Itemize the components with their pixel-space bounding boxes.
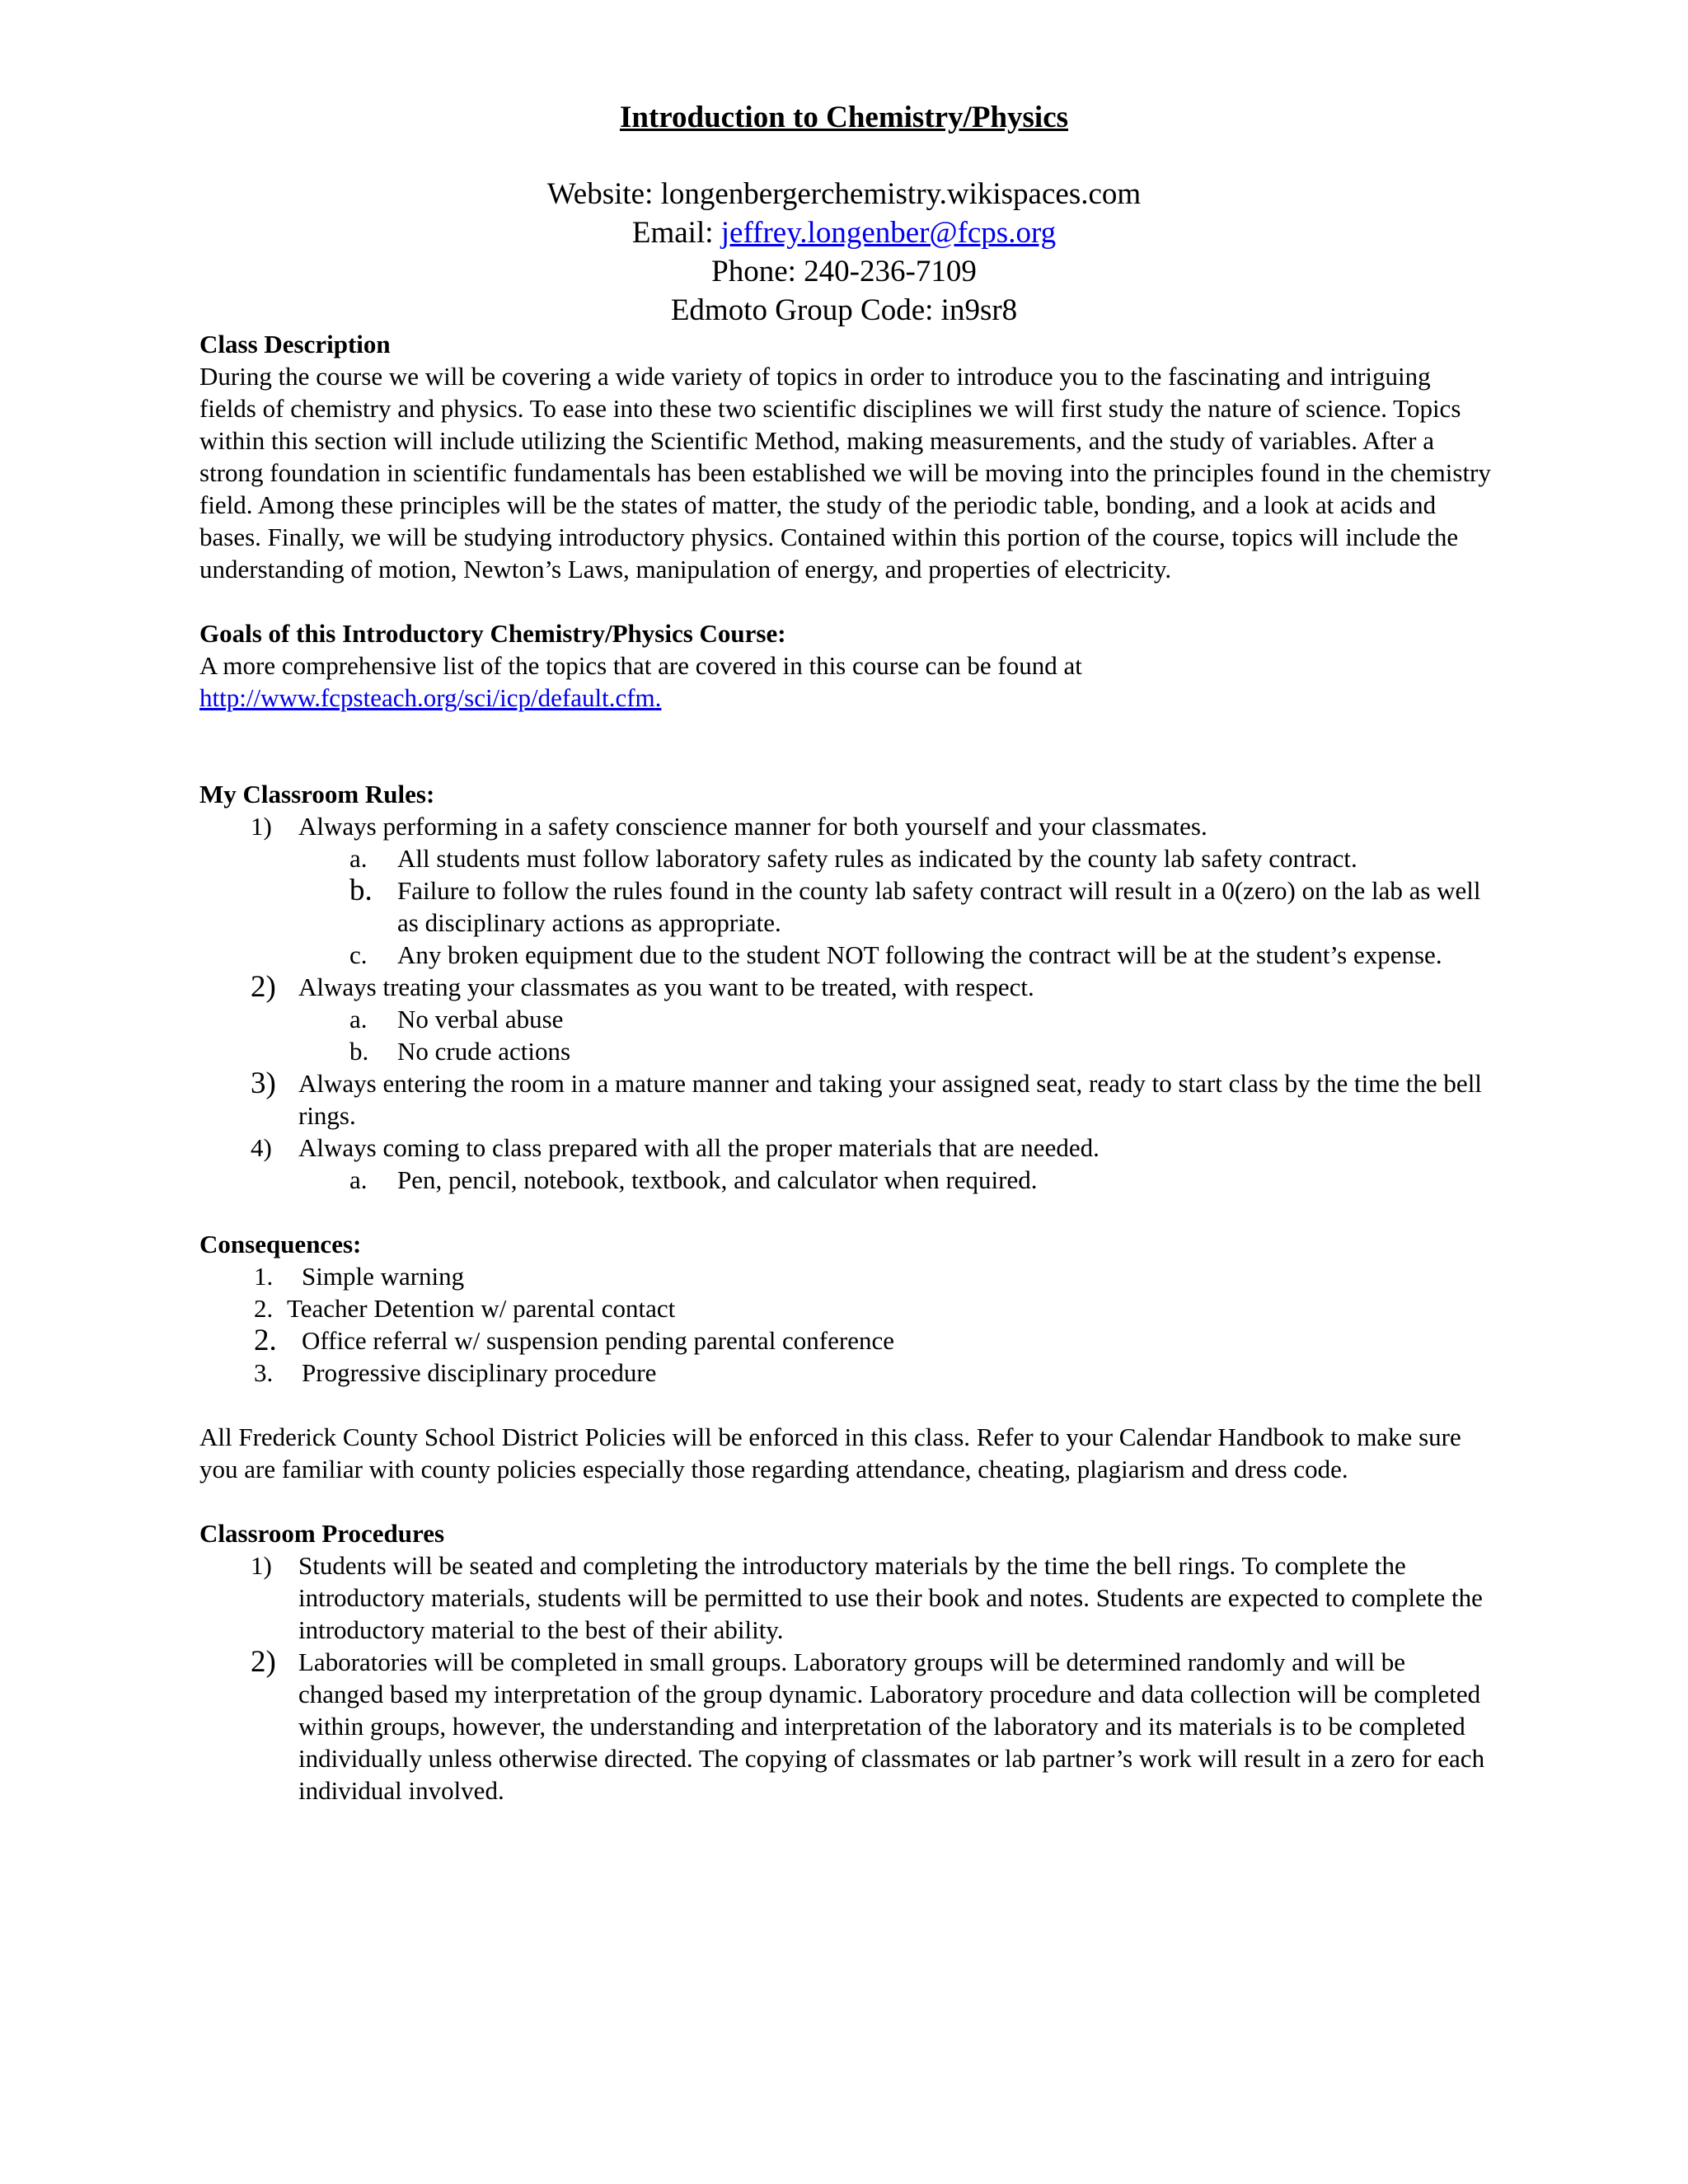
consequences-list <box>199 1260 1493 1389</box>
rule-item <box>199 1132 1493 1164</box>
procedure-text: Students will be seated and completing the introductory materials by the time the bell rings. To complete the introductory materials, students will be permitted to use their book and notes. Students are expected to complete the introductory material to the best of their ability. <box>298 1551 1483 1644</box>
rule-number: 2) <box>251 970 276 1004</box>
procedure-item <box>199 1549 1493 1646</box>
consequence-item <box>199 1357 1493 1389</box>
consequence-item <box>199 1324 1493 1357</box>
rule-text: Always coming to class prepared with all the proper materials that are needed. <box>298 1133 1100 1162</box>
page-title: Introduction to Chemistry/Physics <box>619 101 1069 134</box>
rule-subitem-text: No crude actions <box>397 1037 571 1066</box>
consequence-text: Teacher Detention w/ parental contact <box>287 1294 676 1323</box>
rule-text: Always performing in a safety conscience manner for both yourself and your classmates. <box>298 812 1207 841</box>
rule-subitem <box>199 874 1493 939</box>
rules-heading: My Classroom Rules: <box>199 780 435 808</box>
rule-text: Always entering the room in a mature manner and taking your assigned seat, ready to start class by the time the bell rings. <box>298 1069 1482 1130</box>
rule-subitem-text: Pen, pencil, notebook, textbook, and calculator when required. <box>397 1165 1038 1194</box>
rule-subitem <box>199 1035 1493 1067</box>
topics-link[interactable]: http://www.fcpsteach.org/sci/icp/default.cfm <box>199 683 655 712</box>
consequences-heading: Consequences: <box>199 1230 362 1258</box>
rule-subitem-text: No verbal abuse <box>397 1005 564 1033</box>
rule-item <box>199 1067 1493 1132</box>
procedures-heading: Classroom Procedures <box>199 1519 445 1548</box>
procedures-list <box>199 1549 1493 1807</box>
email-link[interactable]: jeffrey.longenber@fcps.org <box>720 216 1057 250</box>
goals-text <box>199 649 1493 714</box>
consequence-item <box>199 1260 1493 1292</box>
rule-subitem <box>199 939 1493 971</box>
group-code-line: Edmoto Group Code: in9sr8 <box>670 293 1018 327</box>
consequence-item <box>199 1292 1493 1324</box>
consequence-number: 2. <box>254 1324 277 1357</box>
rule-subitem <box>199 1164 1493 1196</box>
contact-block <box>0 175 1688 330</box>
goals-heading: Goals of this Introductory Chemistry/Physics Course: <box>199 619 786 648</box>
consequence-number: 3. <box>254 1358 274 1387</box>
class-description-text: During the course we will be covering a wide variety of topics in order to introduce you to the fascinating and intriguing fields of chemistry and physics. To ease into these two scientific disciplines we will first study the nature of science. Topics within this section will include utilizing the Scientific Method, making measurements, and the study of variables. After a strong foundation in scientific fundamentals has been established we will be moving into the principles found in the chemistry field. Among these principles will be the states of matter, the study of the periodic table, bonding, and a look at acids and bases. Finally, we will be studying introductory physics. Contained within this portion of the course, topics will include the understanding of motion, Newton’s Laws, manipulation of energy, and properties of electricity. <box>199 362 1491 583</box>
rule-subitem-text: Any broken equipment due to the student NOT following the contract will be at the student’s expense. <box>397 940 1442 969</box>
rule-subitem-letter: a. <box>349 844 368 873</box>
procedure-text: Laboratories will be completed in small groups. Laboratory groups will be determined randomly and will be changed based my interpretation of the group dynamic. Laboratory procedure and data collection will be completed within groups, however, the understanding and interpretation of the laboratory and its materials is to be completed individually unless otherwise directed. The copying of classmates or lab partner’s work will result in a zero for each individual involved. <box>298 1647 1485 1805</box>
rules-list <box>199 810 1493 1196</box>
rule-subitem <box>199 1003 1493 1035</box>
phone-line: Phone: 240-236-7109 <box>711 255 977 288</box>
procedure-item <box>199 1646 1493 1807</box>
website-line: Website: longenbergerchemistry.wikispaces.com <box>546 177 1142 211</box>
rule-subitem-text: Failure to follow the rules found in the county lab safety contract will result in a 0(zero) on the lab as well as disciplinary actions as appropriate. <box>397 876 1481 937</box>
rule-item <box>199 971 1493 1003</box>
rule-subitem-text: All students must follow laboratory safety rules as indicated by the county lab safety contract. <box>397 844 1357 873</box>
rule-text: Always treating your classmates as you want to be treated, with respect. <box>298 972 1034 1001</box>
goals-trailing-period: . <box>654 683 662 712</box>
rule-subitem-letter: c. <box>349 940 368 969</box>
policy-paragraph: All Frederick County School District Policies will be enforced in this class. Refer to your Calendar Handbook to make sure you are familiar with county policies especially those regarding attendance, cheating, plagiarism and dress code. <box>199 1422 1461 1483</box>
email-label: Email: <box>631 216 721 250</box>
email-line <box>0 213 1688 252</box>
consequence-text: Office referral w/ suspension pending parental conference <box>302 1326 894 1355</box>
rule-item <box>199 810 1493 842</box>
rule-subitem-letter: b. <box>349 874 373 907</box>
rule-number: 3) <box>251 1066 276 1100</box>
procedure-number: 2) <box>251 1645 276 1679</box>
rule-number: 4) <box>251 1133 272 1162</box>
rule-subitem-letter: b. <box>349 1037 369 1066</box>
rule-subitem <box>199 842 1493 874</box>
consequence-text: Simple warning <box>302 1262 465 1291</box>
consequence-number: 2. <box>254 1294 274 1323</box>
rule-subitem-letter: a. <box>349 1165 368 1194</box>
document-body <box>199 328 1493 1807</box>
goals-body: A more comprehensive list of the topics that are covered in this course can be found at <box>199 651 1082 680</box>
consequence-text: Progressive disciplinary procedure <box>302 1358 657 1387</box>
rule-subitem-letter: a. <box>349 1005 368 1033</box>
consequence-number: 1. <box>254 1262 274 1291</box>
class-description-heading: Class Description <box>199 330 391 359</box>
procedure-number: 1) <box>251 1551 272 1580</box>
rule-number: 1) <box>251 812 272 841</box>
